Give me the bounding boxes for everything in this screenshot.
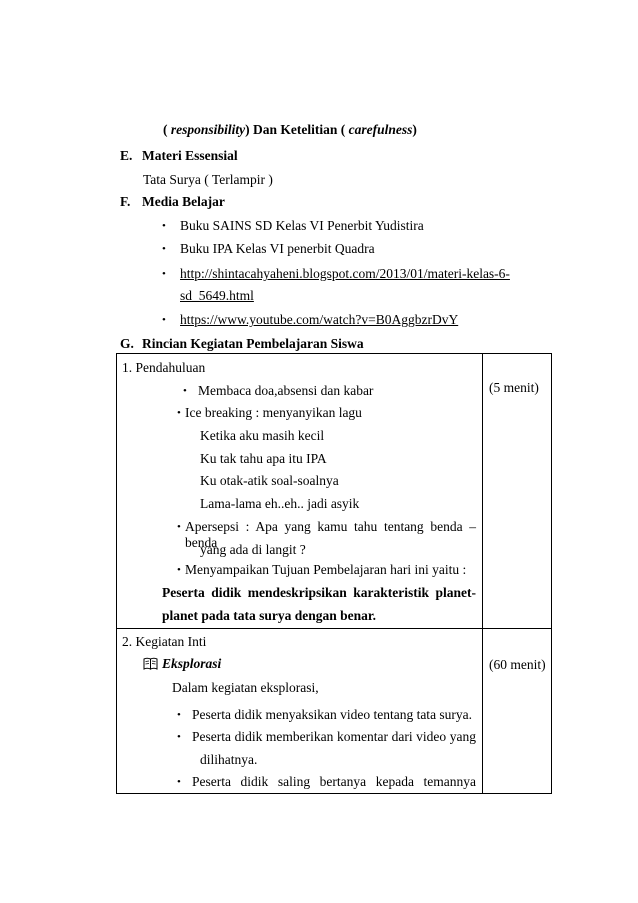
media-item: Buku IPA Kelas VI penerbit Quadra — [180, 241, 375, 256]
row2-time: (60 menit) — [489, 657, 546, 672]
song-line: Ketika aku masih kecil — [200, 428, 325, 443]
section-f-letter: F. — [120, 194, 131, 209]
bullet-icon: • — [162, 268, 166, 280]
book-icon — [143, 657, 158, 674]
row1-item-icebreaking: Ice breaking : menyanyikan lagu — [185, 405, 362, 420]
bullet-icon: • — [162, 314, 166, 326]
table-border-top — [116, 353, 552, 354]
bullet-icon: • — [177, 709, 181, 721]
section-e-letter: E. — [120, 148, 133, 163]
media-link-youtube[interactable]: https://www.youtube.com/watch?v=B0AggbzrDvY — [180, 312, 459, 327]
row1-item-apersepsi-line1: Apersepsi : Apa yang kamu tahu tentang benda –benda — [185, 519, 476, 550]
row2-item-bertanya: Peserta didik saling bertanya kepada temannya — [192, 774, 476, 789]
row1-item-apersepsi-line2: yang ada di langit ? — [200, 542, 306, 557]
song-line: Ku otak-atik soal-soalnya — [200, 473, 339, 488]
row2-eksplorasi-intro: Dalam kegiatan eksplorasi, — [172, 680, 319, 695]
row1-heading: 1. Pendahuluan — [122, 360, 206, 375]
bullet-icon: • — [162, 243, 166, 255]
media-link-blogspot[interactable] — [180, 266, 510, 282]
bullet-icon: • — [177, 407, 181, 419]
bullet-icon: • — [177, 731, 181, 743]
media-link-blogspot-part2: sd_5649.html — [180, 288, 254, 303]
media-item: Buku SAINS SD Kelas VI Penerbit Yudistira — [180, 218, 424, 233]
media-link-blogspot-cont[interactable] — [180, 288, 254, 304]
table-row-divider — [116, 628, 552, 629]
bullet-icon: • — [177, 776, 181, 788]
table-border-left — [116, 353, 117, 794]
bullet-icon: • — [183, 385, 187, 397]
table-border-right — [551, 353, 552, 794]
intro-line: ( responsibility) Dan Ketelitian ( carefulness) — [163, 122, 417, 137]
bullet-icon: • — [177, 521, 181, 533]
row1-time: (5 menit) — [489, 380, 539, 395]
section-g-letter: G. — [120, 336, 134, 351]
song-line: Ku tak tahu apa itu IPA — [200, 451, 327, 466]
row2-eksplorasi-title: Eksplorasi — [162, 656, 222, 671]
row2-item-komentar-line2: dilihatnya. — [200, 752, 258, 767]
bullet-icon: • — [162, 220, 166, 232]
row2-heading: 2. Kegiatan Inti — [122, 634, 207, 649]
row1-goal-line2: planet pada tata surya dengan benar. — [162, 608, 377, 623]
row2-item-video: Peserta didik menyaksikan video tentang tata surya. — [192, 707, 473, 722]
table-column-divider — [482, 353, 483, 794]
bullet-icon: • — [177, 564, 181, 576]
media-link-blogspot-part1: http://shintacahyaheni.blogspot.com/2013/01/materi-kelas-6- — [180, 266, 510, 281]
row1-item-doa: Membaca doa,absensi dan kabar — [198, 383, 374, 398]
table-border-bottom — [116, 793, 552, 794]
row2-item-komentar-line1: Peserta didik memberikan komentar dari video yang — [192, 729, 476, 744]
section-g-title: Rincian Kegiatan Pembelajaran Siswa — [142, 336, 364, 351]
section-f-title: Media Belajar — [142, 194, 225, 209]
row1-goal-line1: Peserta didik mendeskripsikan karakteristik planet- — [162, 585, 476, 600]
section-e-text: Tata Surya ( Terlampir ) — [143, 172, 273, 187]
section-e-title: Materi Essensial — [142, 148, 238, 163]
row1-item-tujuan: Menyampaikan Tujuan Pembelajaran hari ini yaitu : — [185, 562, 467, 577]
song-line: Lama-lama eh..eh.. jadi asyik — [200, 496, 360, 511]
